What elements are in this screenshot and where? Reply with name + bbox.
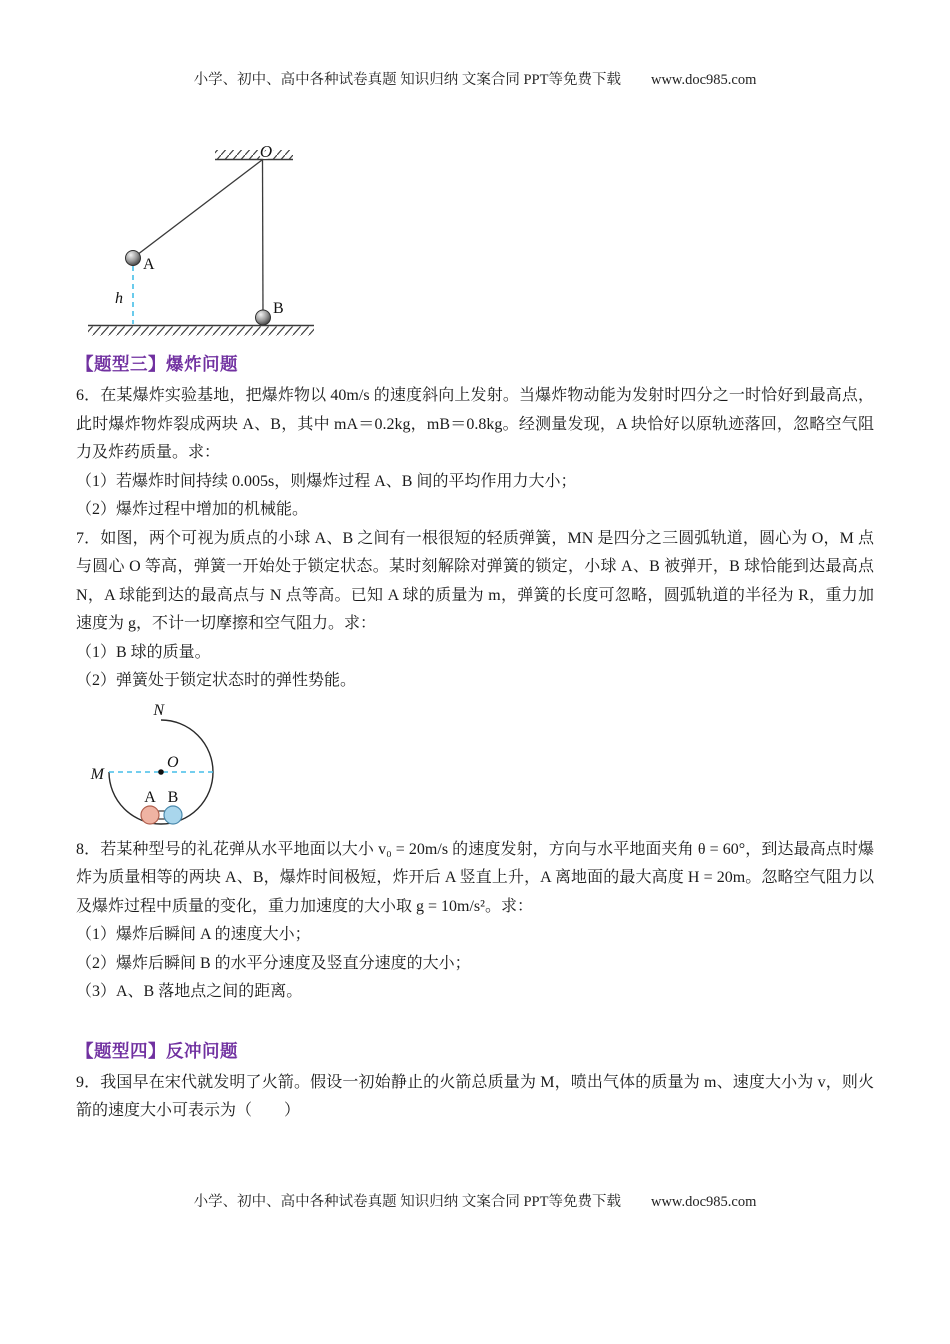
ball-b-label: B bbox=[273, 300, 284, 317]
section-heading-type3: 【题型三】爆炸问题 bbox=[76, 354, 238, 374]
string-to-ball-b bbox=[263, 160, 264, 316]
question-8-part2: （2）爆炸后瞬间 B 的水平分速度及竖直分速度的大小； bbox=[76, 954, 471, 972]
question-9-body: 9．我国早在宋代就发明了火箭。假设一初始静止的火箭总质量为 M，喷出气体的质量为 m、速度大小为 v，则火箭的速度大小可表示为（ ） bbox=[76, 1073, 874, 1119]
page-footer bbox=[0, 1190, 950, 1211]
string-to-ball-a bbox=[133, 160, 262, 258]
ground-hatch bbox=[88, 327, 314, 336]
arc-figure-wrap bbox=[80, 701, 874, 836]
header-url: www.doc985.com bbox=[650, 72, 757, 88]
question-8-part3: （3）A、B 落地点之间的距离。 bbox=[76, 983, 303, 1000]
header-text: 小学、初中、高中各种试卷真题 知识归纳 文案合同 PPT等免费下载 bbox=[193, 72, 621, 88]
question-8-body: 8．若某种型号的礼花弹从水平地面以大小 v₀ = 20m/s 的速度发射，方向与水平地面夹角 θ = 60°，到达最高点时爆炸为质量相等的两块 A、B，爆炸时间极短，炸开后 A 竖直上升，A 离地面的最大高度 H = 20m。忽略空气阻力以及爆炸过程中质量的变化，重力加速度的大小取 g = 10m/s²。求： bbox=[76, 840, 874, 915]
height-label: h bbox=[115, 290, 123, 307]
ball-b bbox=[164, 806, 182, 824]
footer-text: 小学、初中、高中各种试卷真题 知识归纳 文案合同 PPT等免费下载 bbox=[193, 1194, 621, 1210]
center-dot bbox=[158, 769, 164, 775]
question-6-part2: （2）爆炸过程中增加的机械能。 bbox=[76, 501, 309, 518]
center-o-label: O bbox=[167, 753, 179, 771]
ball-b bbox=[256, 310, 271, 325]
ball-a-label: A bbox=[143, 256, 155, 273]
question-7-body: 7．如图，两个可视为质点的小球 A、B 之间有一根很短的轻质弹簧，MN 是四分之三圆弧轨道，圆心为 O，M 点与圆心 O 等高，弹簧一开始处于锁定状态。某时刻解除对弹簧的锁定，小球 A、B 被弹开，B 球恰能到达最高点 N，A 球能到达的最高点与 N 点等高。已知 A 球的质量为 m，弹簧的长度可忽略，圆弧轨道的半径为 R，重力加速度为 g，不计一切摩擦和空气阻力。求： bbox=[76, 529, 874, 632]
ceiling-hatch bbox=[215, 150, 293, 159]
question-7-part1: （1）B 球的质量。 bbox=[76, 643, 211, 661]
point-n-label: N bbox=[153, 701, 164, 719]
section-heading-type4: 【题型四】反冲问题 bbox=[76, 1040, 238, 1061]
question-6-part1: （1）若爆炸时间持续 0.005s，则爆炸过程 A、B 间的平均作用力大小； bbox=[76, 472, 577, 490]
question-8-part1: （1）爆炸后瞬间 A 的速度大小； bbox=[76, 926, 311, 943]
arc-track-figure bbox=[80, 701, 255, 836]
question-7-part2: （2）弹簧处于锁定状态时的弹性势能。 bbox=[76, 672, 357, 689]
ball-b-label: B bbox=[167, 788, 179, 806]
ball-a-label: A bbox=[144, 788, 156, 806]
pendulum-figure bbox=[85, 128, 325, 346]
page-header bbox=[0, 68, 950, 89]
ball-a bbox=[126, 251, 141, 266]
pivot-label: O bbox=[259, 142, 273, 161]
question-6-body: 6．在某爆炸实验基地，把爆炸物以 40m/s 的速度斜向上发射。当爆炸物动能为发射时四分之一时恰好到最高点，此时爆炸物炸裂成两块 A、B，其中 mA＝0.2kg，mB＝0.8kg。经测量发现，A 块恰好以原轨迹落回，忽略空气阻力及炸药质量。求： bbox=[76, 387, 874, 461]
footer-url: www.doc985.com bbox=[650, 1194, 757, 1210]
document-body bbox=[76, 346, 874, 1126]
ball-a bbox=[141, 806, 159, 824]
point-m-label: M bbox=[90, 765, 104, 783]
